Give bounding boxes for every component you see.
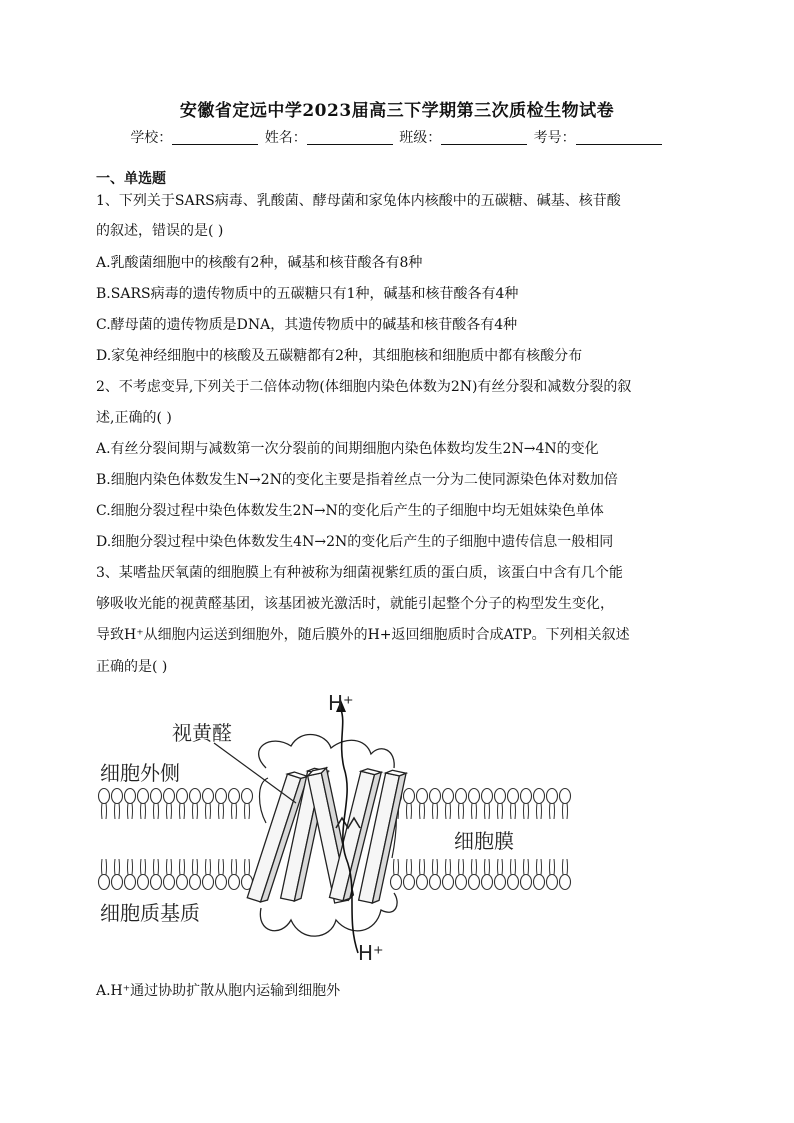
q1-stem-line-2: 的叙述，错误的是( ) [96, 223, 224, 239]
student-info-row [0, 127, 794, 147]
transmembrane-helices [247, 767, 406, 904]
membrane-protein-figure [96, 688, 576, 973]
retinal-label: 视黄醛 [172, 721, 232, 745]
q1-option-b: B.SARS病毒的遗传物质中的五碳糖只有1种，碱基和核苷酸各有4种 [96, 286, 519, 302]
q1-option-a: A.乳酸菌细胞中的核酸有2种，碱基和核苷酸各有8种 [96, 255, 423, 271]
page-title: 安徽省定远中学2023届高三下学期第三次质检生物试卷 [179, 101, 615, 121]
q2-option-a: A.有丝分裂间期与减数第一次分裂前的间期细胞内染色体数均发生2N→4N的变化 [96, 441, 599, 457]
h-plus-top-label: H⁺ [328, 691, 354, 715]
outside-label: 细胞外侧 [100, 761, 180, 785]
h-plus-bottom-label: H⁺ [358, 941, 384, 965]
name-label: 姓名： [264, 130, 307, 146]
q1-stem-line-1: 1、下列关于SARS病毒、乳酸菌、酵母菌和家兔体内核酸中的五碳糖、碱基、核苷酸 [96, 193, 621, 209]
membrane-label: 细胞膜 [454, 829, 514, 853]
q2-stem-line-1: 2、不考虑变异,下列关于二倍体动物(体细胞内染色体数为2N)有丝分裂和减数分裂的叙 [96, 379, 632, 395]
school-label: 学校： [130, 130, 173, 146]
class-label: 班级： [399, 130, 442, 146]
cytoplasm-label: 细胞质基质 [100, 901, 200, 925]
q3-stem-line-2: 够吸收光能的视黄醛基团，该基团被光激活时，就能引起整个分子的构型发生变化， [96, 596, 614, 612]
number-blank[interactable] [576, 130, 662, 145]
school-blank[interactable] [172, 130, 258, 145]
q2-option-c: C.细胞分裂过程中染色体数发生2N→N的变化后产生的子细胞中均无姐妹染色单体 [96, 503, 604, 519]
q3-stem-line-1: 3、某嗜盐厌氧菌的细胞膜上有种被称为细菌视紫红质的蛋白质，该蛋白中含有几个能 [96, 565, 623, 581]
number-label: 考号： [533, 130, 576, 146]
q2-option-d: D.细胞分裂过程中染色体数发生4N→2N的变化后产生的子细胞中遗传信息一般相同 [96, 534, 614, 550]
q1-option-c: C.酵母菌的遗传物质是DNA，其遗传物质中的碱基和核苷酸各有4种 [96, 317, 518, 333]
membrane-diagram [96, 688, 576, 973]
q2-stem-line-2: 述,正确的( ) [96, 410, 172, 426]
q2-option-b: B.细胞内染色体数发生N→2N的变化主要是指着丝点一分为二使同源染色体对数加倍 [96, 472, 618, 488]
name-blank[interactable] [307, 130, 393, 145]
q1-option-d: D.家兔神经细胞中的核酸及五碳糖都有2种，其细胞核和细胞质中都有核酸分布 [96, 348, 583, 364]
q3-stem-line-3: 导致H⁺从细胞内运送到细胞外，随后膜外的H+返回细胞质时合成ATP。下列相关叙述 [96, 627, 630, 643]
q3-stem-line-4: 正确的是( ) [96, 659, 168, 675]
section-heading: 一、单选题 [96, 171, 166, 187]
class-blank[interactable] [441, 130, 527, 145]
q3-option-a: A.H⁺通过协助扩散从胞内运输到细胞外 [96, 983, 341, 999]
